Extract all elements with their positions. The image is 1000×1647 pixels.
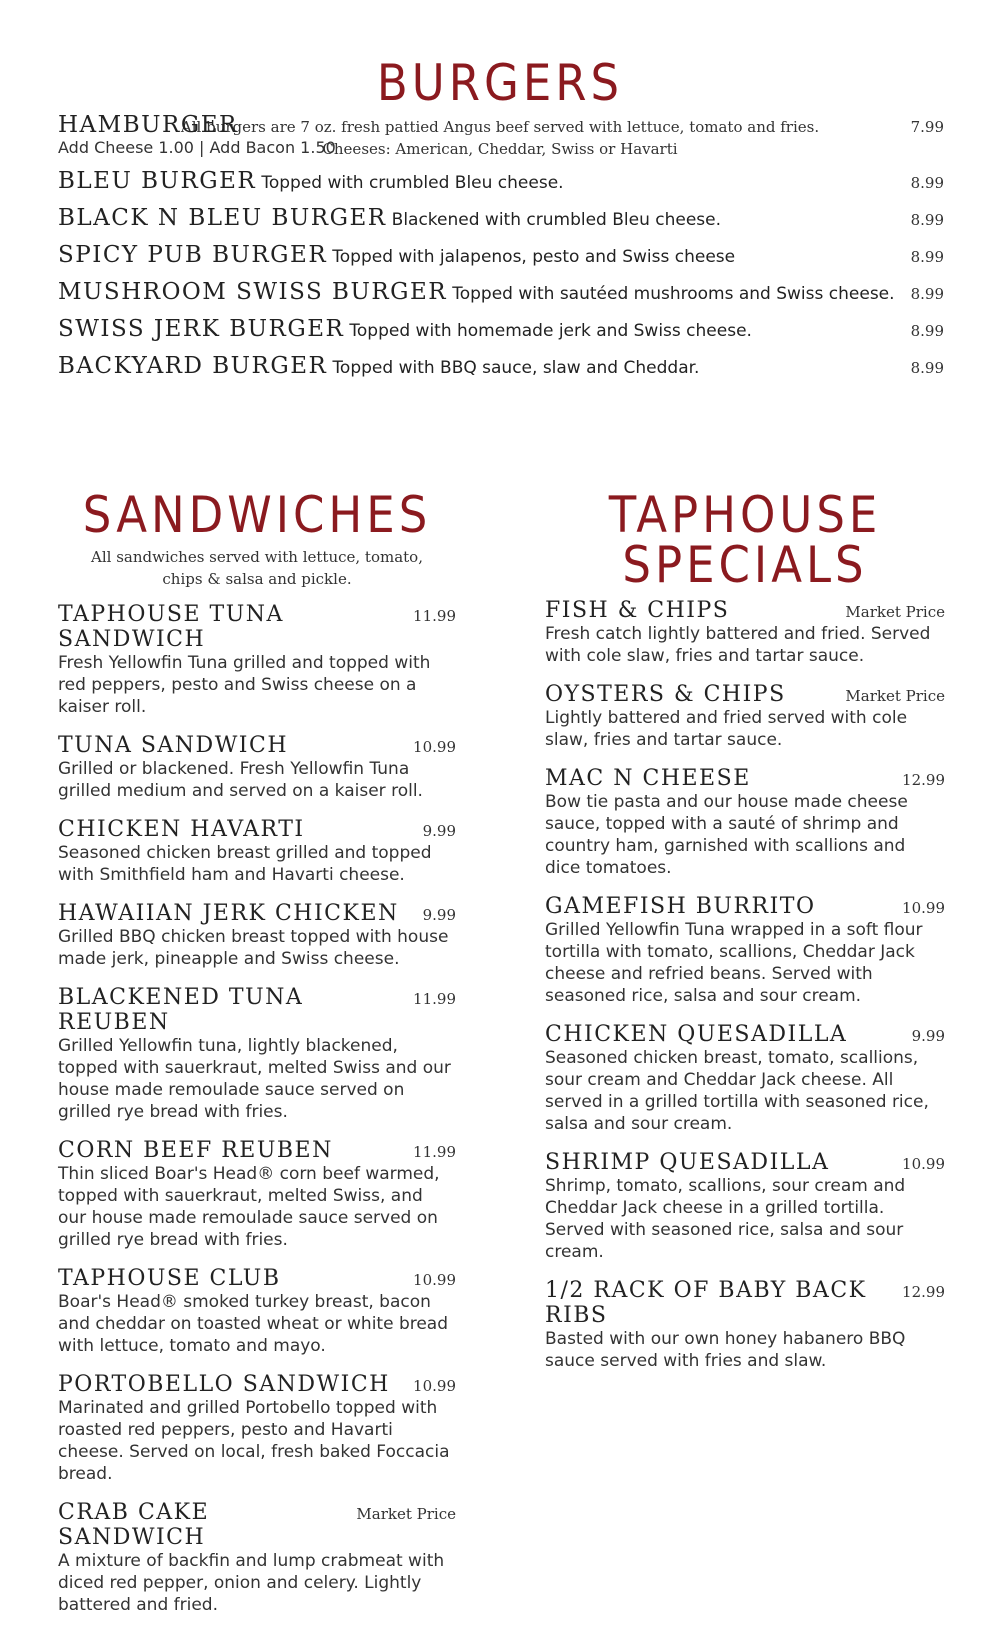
item-name: MAC N CHEESE <box>545 766 751 791</box>
menu-item <box>58 316 944 353</box>
menu-item <box>545 1278 945 1372</box>
item-price: 8.99 <box>910 248 944 266</box>
item-description: Thin sliced Boar's Head® corn beef warmed, topped with sauerkraut, melted Swiss, and our house made remoulade sauce served on grilled rye bread with fries. <box>58 1164 440 1250</box>
item-description: Topped with BBQ sauce, slaw and Cheddar. <box>332 358 700 378</box>
menu-item <box>58 602 456 718</box>
menu-item <box>545 766 945 879</box>
menu-item <box>58 1372 456 1485</box>
burgers-note-line1: All burgers are 7 oz. fresh pattied Angus beef served with lettuce, tomato and fries. <box>180 118 820 136</box>
menu-item <box>58 985 456 1123</box>
item-name: PORTOBELLO SANDWICH <box>58 1372 390 1397</box>
item-price: 9.99 <box>422 822 456 840</box>
specials-heading: TAPHOUSE SPECIALS <box>608 486 882 594</box>
item-description: Grilled Yellowfin tuna, lightly blackened, topped with sauerkraut, melted Swiss and our house made remoulade sauce served on grilled rye bread with fries. <box>58 1036 451 1122</box>
item-price: 10.99 <box>902 899 945 917</box>
menu-item <box>545 1022 945 1135</box>
menu-item <box>545 1150 945 1263</box>
item-price: 11.99 <box>413 1143 456 1161</box>
item-name: BLACKENED TUNA REUBEN <box>58 985 304 1035</box>
menu-item <box>58 1138 456 1251</box>
item-description: Topped with homemade jerk and Swiss cheese. <box>349 321 752 341</box>
item-name: OYSTERS & CHIPS <box>545 682 786 707</box>
specials-section <box>545 486 945 1387</box>
burgers-heading: BURGERS <box>376 54 624 112</box>
menu-item <box>58 901 456 970</box>
item-name: FISH & CHIPS <box>545 598 730 623</box>
item-description: Seasoned chicken breast, tomato, scallions, sour cream and Cheddar Jack cheese. All served in a grilled tortilla with seasoned rice, salsa and sour cream. <box>545 1048 929 1134</box>
item-name: SPICY PUB BURGER <box>58 242 328 268</box>
sandwiches-note: All sandwiches served with lettuce, tomato, chips & salsa and pickle. <box>91 548 423 588</box>
item-price: Market Price <box>845 687 945 705</box>
item-price: Market Price <box>845 603 945 621</box>
menu-item <box>545 682 945 751</box>
item-name: HAMBURGER <box>58 112 238 138</box>
item-price: 8.99 <box>910 174 944 192</box>
item-name: 1/2 RACK OF BABY BACK RIBS <box>545 1278 867 1328</box>
item-name: SHRIMP QUESADILLA <box>545 1150 830 1175</box>
item-description: Lightly battered and fried served with cole slaw, fries and tartar sauce. <box>545 708 908 750</box>
menu-item <box>58 817 456 886</box>
item-description: Marinated and grilled Portobello topped with roasted red peppers, pesto and Havarti cheese. Served on local, fresh baked Foccacia bread. <box>58 1398 450 1484</box>
item-description: Topped with crumbled Bleu cheese. <box>261 173 564 193</box>
item-description: Shrimp, tomato, scallions, sour cream and Cheddar Jack cheese in a grilled tortilla. Served with seasoned rice, salsa and sour cream. <box>545 1176 906 1262</box>
menu-item <box>545 598 945 667</box>
item-description: Fresh Yellowfin Tuna grilled and topped with red peppers, pesto and Swiss cheese on a kaiser roll. <box>58 653 431 717</box>
item-name: TUNA SANDWICH <box>58 733 289 758</box>
item-name: CHICKEN HAVARTI <box>58 817 305 842</box>
item-price: 11.99 <box>413 607 456 625</box>
item-price: 12.99 <box>902 771 945 789</box>
item-price: 10.99 <box>902 1155 945 1173</box>
item-description: Blackened with crumbled Bleu cheese. <box>391 210 722 230</box>
item-description: Fresh catch lightly battered and fried. Served with cole slaw, fries and tartar sauce. <box>545 624 931 666</box>
item-price: 10.99 <box>413 738 456 756</box>
item-price: 11.99 <box>413 990 456 1008</box>
sandwiches-heading: SANDWICHES <box>82 486 432 544</box>
burgers-note-line2: Cheeses: American, Cheddar, Swiss or Havarti <box>322 140 678 158</box>
item-description: Grilled BBQ chicken breast topped with house made jerk, pineapple and Swiss cheese. <box>58 927 449 969</box>
menu-item <box>58 279 944 316</box>
item-description: Grilled Yellowfin Tuna wrapped in a soft flour tortilla with tomato, scallions, Cheddar Jack cheese and refried beans. Served with seasoned rice, salsa and sour cream. <box>545 920 923 1006</box>
menu-item <box>58 242 944 279</box>
item-name: GAMEFISH BURRITO <box>545 894 816 919</box>
item-price: 12.99 <box>902 1283 945 1301</box>
item-name: CRAB CAKE SANDWICH <box>58 1500 210 1550</box>
menu-item <box>58 1266 456 1357</box>
menu-item <box>58 1500 456 1616</box>
hamburger-addons: Add Cheese 1.00 | Add Bacon 1.50 <box>58 138 336 157</box>
item-name: HAWAIIAN JERK CHICKEN <box>58 901 399 926</box>
item-price: 10.99 <box>413 1271 456 1289</box>
item-description: Grilled or blackened. Fresh Yellowfin Tuna grilled medium and served on a kaiser roll. <box>58 759 423 801</box>
menu-item-hamburger <box>58 112 944 168</box>
item-price: 10.99 <box>413 1377 456 1395</box>
item-name: TAPHOUSE TUNA SANDWICH <box>58 602 284 652</box>
menu-item <box>58 205 944 242</box>
item-name: BACKYARD BURGER <box>58 353 328 379</box>
item-description: Seasoned chicken breast grilled and topped with Smithfield ham and Havarti cheese. <box>58 843 432 885</box>
item-name: BLEU BURGER <box>58 168 257 194</box>
item-price: 9.99 <box>911 1027 945 1045</box>
menu-item <box>58 353 944 390</box>
item-name: MUSHROOM SWISS BURGER <box>58 279 448 305</box>
item-description: Boar's Head® smoked turkey breast, bacon and cheddar on toasted wheat or white bread with lettuce, tomato and mayo. <box>58 1292 449 1356</box>
sandwiches-section <box>58 486 456 1631</box>
item-description: Topped with sautéed mushrooms and Swiss cheese. <box>452 284 895 304</box>
menu-item <box>58 168 944 205</box>
item-price: 8.99 <box>910 322 944 340</box>
item-price: Market Price <box>356 1505 456 1523</box>
item-name: CHICKEN QUESADILLA <box>545 1022 848 1047</box>
item-price: 8.99 <box>910 359 944 377</box>
item-description: Basted with our own honey habanero BBQ sauce served with fries and slaw. <box>545 1329 906 1371</box>
item-price: 9.99 <box>422 906 456 924</box>
item-description: Bow tie pasta and our house made cheese sauce, topped with a sauté of shrimp and country ham, garnished with scallions and dice tomatoes. <box>545 792 908 878</box>
item-name: BLACK N BLEU BURGER <box>58 205 387 231</box>
item-name: SWISS JERK BURGER <box>58 316 345 342</box>
item-name: TAPHOUSE CLUB <box>58 1266 281 1291</box>
item-price: 8.99 <box>910 211 944 229</box>
item-name: CORN BEEF REUBEN <box>58 1138 333 1163</box>
item-description: Topped with jalapenos, pesto and Swiss cheese <box>332 247 736 267</box>
item-description: A mixture of backfin and lump crabmeat with diced red pepper, onion and celery. Lightly battered and fried. <box>58 1551 445 1615</box>
item-price: 7.99 <box>910 118 944 136</box>
menu-item <box>58 733 456 802</box>
menu-item <box>545 894 945 1007</box>
item-price: 8.99 <box>910 285 944 303</box>
burger-list <box>58 112 944 390</box>
